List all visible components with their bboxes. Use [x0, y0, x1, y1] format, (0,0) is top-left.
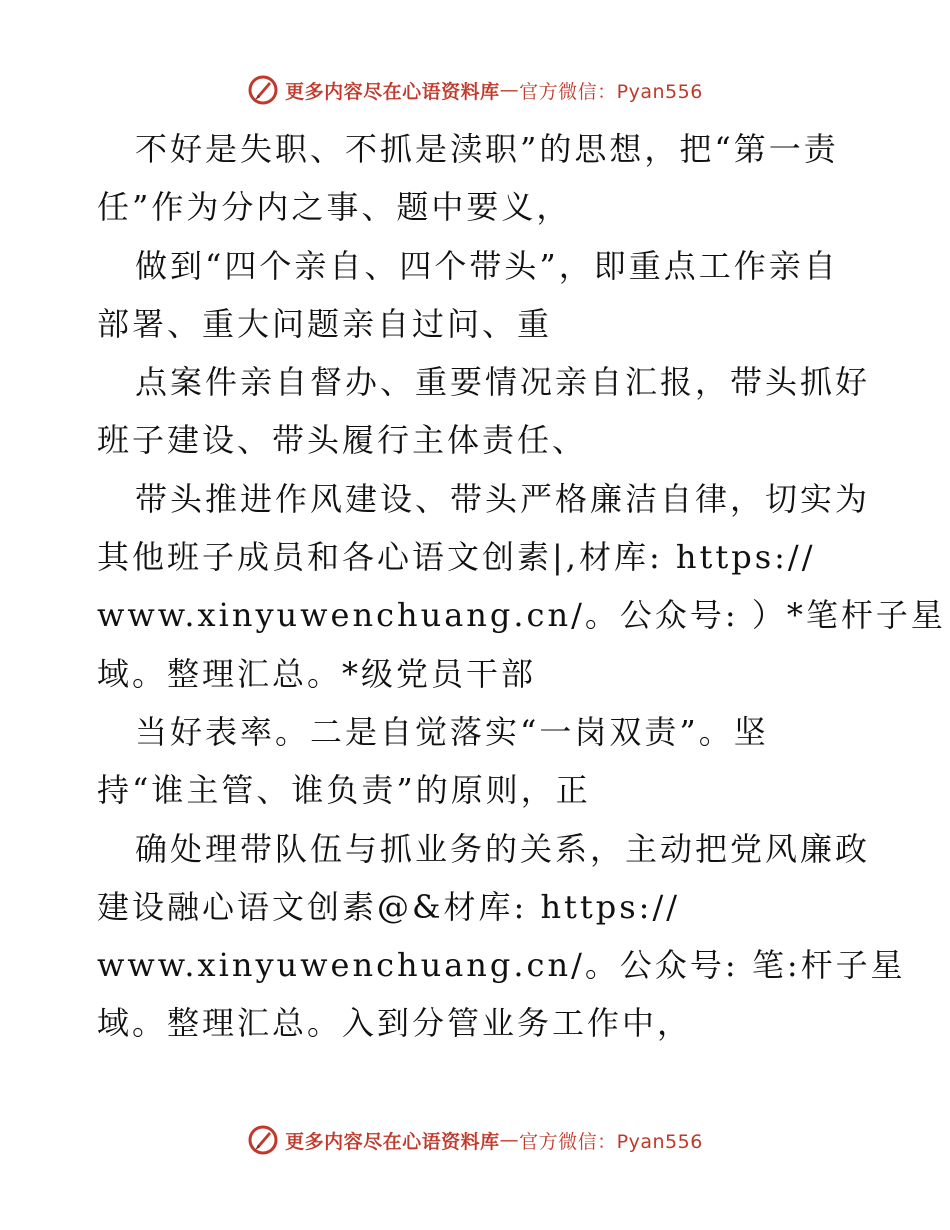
banner-wechat-text: 官方微信：Pyan556 [519, 1130, 703, 1153]
banner-main-text: 更多内容尽在心语资料库 [285, 1130, 500, 1153]
banner-separator: — [499, 79, 520, 101]
banner-wechat-text: 官方微信：Pyan556 [519, 80, 703, 103]
text-line: 域。整理汇总。*级党员干部 [97, 654, 537, 693]
text-line: www.xinyuwenchuang.cn/。公众号: ）*笔杆子星 [97, 596, 946, 635]
text-line: 其他班子成员和各心语文创素|,材库: https:// [97, 538, 816, 577]
text-line: 当好表率。二是自觉落实“一岗双责”。坚 [135, 712, 769, 751]
text-line: 持“谁主管、谁负责”的原则，正 [97, 771, 591, 810]
text-line: 做到“四个亲自、四个带头”，即重点工作亲自 [135, 246, 839, 285]
body-text [97, 120, 946, 1053]
header-banner [0, 70, 950, 110]
quill-logo-icon [247, 1124, 279, 1156]
banner-main-text: 更多内容尽在心语资料库 [285, 80, 500, 103]
text-line: 带头推进作风建设、带头严格廉洁自律，切实为 [135, 479, 871, 518]
text-line: 任”作为分内之事、题中要义， [97, 188, 572, 227]
banner-separator: — [499, 1129, 520, 1151]
footer-banner [0, 1120, 950, 1160]
text-line: www.xinyuwenchuang.cn/。公众号: 笔:杆子星 [97, 946, 906, 985]
text-line: 部署、重大问题亲自过问、重 [97, 304, 553, 343]
text-line: 域。整理汇总。入到分管业务工作中， [97, 1004, 693, 1043]
quill-logo-icon [247, 74, 279, 106]
text-line: 建设融心语文创素@&材库: https:// [97, 887, 681, 926]
text-line: 不好是失职、不抓是渎职”的思想，把“第一责 [135, 130, 839, 168]
text-line: 班子建设、带头履行主体责任、 [97, 421, 588, 460]
text-line: 点案件亲自督办、重要情况亲自汇报，带头抓好 [135, 363, 871, 402]
text-line: 确处理带队伍与抓业务的关系，主动把党风廉政 [135, 829, 871, 868]
